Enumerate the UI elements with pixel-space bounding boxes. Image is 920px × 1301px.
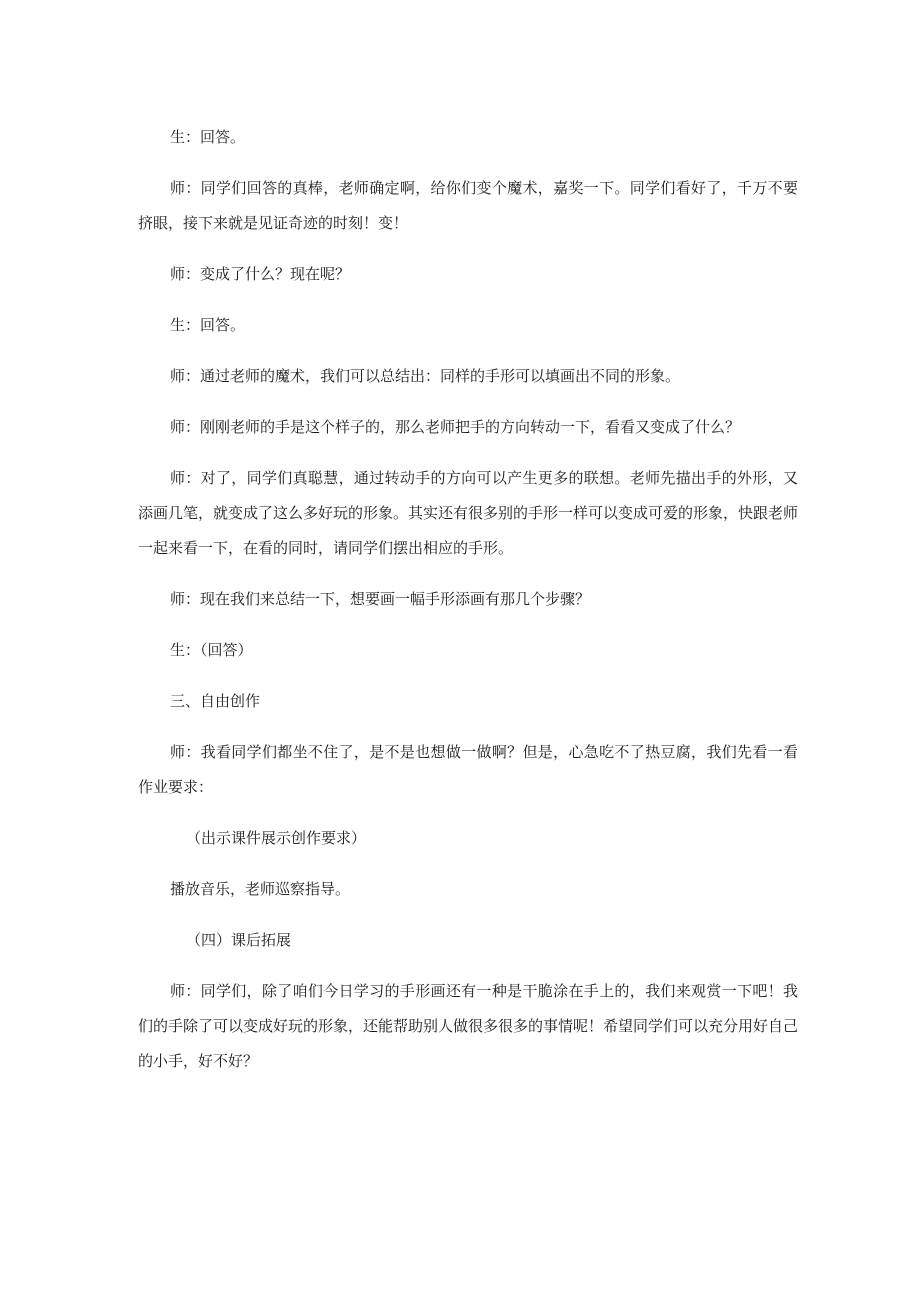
paragraph-student-answer-3: 生：（回答） (170, 641, 253, 659)
paragraph-student-answer-2: 生：回答。 (170, 316, 246, 334)
paragraph-show-courseware: （出示课件展示创作要求） (186, 829, 367, 847)
paragraph-teacher-requirements: 师：我看同学们都坐不住了，是不是也想做一做啊？但是，心急吃不了热豆腐，我们先看一看作业要求： (138, 743, 798, 796)
paragraph-teacher-closing: 师：同学们，除了咱们今日学习的手形画还有一种是干脆涂在手上的，我们来观赏一下吧！我们的手除了可以变成好玩的形象，还能帮助别人做很多很多的事情呢！希望同学们可以充分用好自己的小手，好不好？ (138, 982, 799, 1070)
paragraph-teacher-question: 师：变成了什么？现在呢？ (170, 265, 351, 283)
paragraph-teacher-association: 师：对了，同学们真聪慧，通过转动手的方向可以产生更多的联想。老师先描出手的外形，又添画几笔，就变成了这么多好玩的形象。其实还有很多别的手形一样可以变成可爱的形象，快跟老师一起来看一下，在看的同时，请同学们摆出相应的手形。 (138, 469, 799, 557)
paragraph-student-answer-1: 生：回答。 (170, 128, 246, 146)
paragraph-teacher-magic: 师：同学们回答的真棒，老师确定啊，给你们变个魔术，嘉奖一下。同学们看好了，千万不要挤眼，接下来就是见证奇迹的时刻！变！ (138, 179, 798, 232)
document-body (138, 120, 798, 1079)
section-heading-free-creation: 三、自由创作 (170, 692, 261, 710)
paragraph-teacher-steps: 师：现在我们来总结一下，想要画一幅手形添画有那几个步骤？ (170, 590, 591, 608)
paragraph-play-music: 播放音乐，老师巡察指导。 (170, 880, 351, 898)
section-heading-extension: （四）课后拓展 (186, 931, 292, 949)
paragraph-teacher-summary: 师：通过老师的魔术，我们可以总结出：同样的手形可以填画出不同的形象。 (170, 367, 681, 385)
paragraph-teacher-rotate: 师：刚刚老师的手是这个样子的，那么老师把手的方向转动一下，看看又变成了什么？ (170, 418, 741, 436)
